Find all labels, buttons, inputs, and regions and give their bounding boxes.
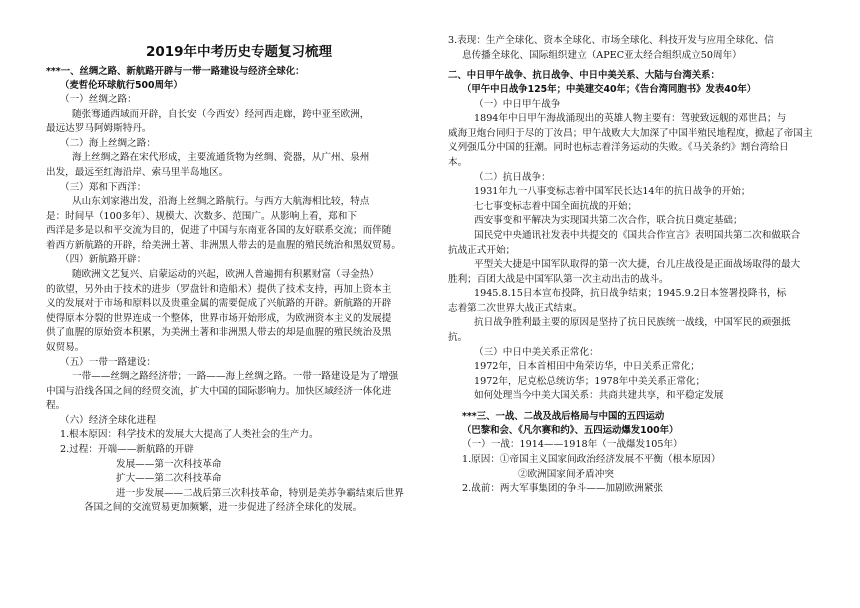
left-text-line: 使得原本分裂的世界连成一个整体，世界市场开始形成，为欧洲资本主义的发展提	[46, 312, 392, 324]
left-text-line: 奴贸易。	[46, 341, 85, 353]
left-text-line: 从山东刘家港出发，沿海上丝绸之路航行。与西方大航海相比较，特点	[72, 196, 370, 208]
right-text-line: 志着第二次世界大战正式结束。	[448, 302, 583, 314]
right-text-line: 威海卫炮台同归于尽的丁汝昌；甲午战败大大加深了中国半殖民地程度，掀起了帝国主	[448, 127, 813, 139]
right-text-line: 息传播全球化、国际组织建立（APEC亚太经合组织成立50周年）	[462, 49, 742, 61]
left-text-line: 一带——丝绸之路经济带；一路——海上丝绸之路。一带一路建设是为了增强	[72, 371, 399, 383]
right-text-line: 3.表现：生产全球化、资本全球化、市场全球化、科技开发与应用全球化、信	[448, 35, 774, 46]
right-text-line: 胜利；百团大战是中国军队第一次主动出击的战斗。	[448, 273, 669, 285]
left-text-line: 扩大——第二次科技革命	[116, 473, 222, 485]
right-text-line: 国民党中央通讯社发表中共提交的《国共合作宣言》表明国共第二次和做联合	[474, 229, 801, 241]
left-column	[46, 0, 432, 516]
right-text-line: 1972年，尼克松总统访华；1978年中美关系正常化；	[474, 375, 706, 387]
right-text-line: （甲午中日战争125年；中美建交40年；《告台湾同胞书》发表40年）	[462, 84, 757, 96]
right-text-line: （一）一战：1914——1918年（一战爆发105年）	[462, 439, 683, 451]
left-text-line: 最远达罗马阿姆斯特丹。	[46, 123, 152, 135]
left-text-line: 西洋是多是以和平交流为目的，促进了中国与东南亚各国的友好联系交流；而伴随	[46, 225, 392, 237]
left-text-line: （五）一带一路建设：	[60, 356, 156, 368]
right-text-line: （一）中日甲午战争	[474, 98, 561, 110]
left-text-line: （六）经济全球化进程	[60, 414, 156, 426]
left-text-line: 进一步发展——二战后第三次科技革命，特别是美苏争霸结束后世界	[116, 487, 404, 499]
left-text-line: 海上丝绸之路在宋代形成，主要流通货物为丝绸、瓷器，从广州、泉州	[72, 152, 370, 164]
left-text-line: 1.根本原因：科学技术的发展大大提高了人类社会的生产力。	[60, 429, 319, 441]
right-text-line: 西安事变和平解决为实现国共第二次合作，联合抗日奠定基础；	[474, 215, 743, 227]
left-text-line: （麦哲伦环球航行500周年）	[60, 79, 183, 91]
left-text-line: ***一、丝绸之路、新航路开辟与一带一路建设与经济全球化：	[46, 65, 305, 77]
right-text-line: （三）中日中美关系正常化：	[474, 346, 599, 358]
right-text-line: 1945.8.15日本宣布投降，抗日战争结束；1945.9.2日本签署投降书，标	[474, 288, 787, 300]
left-text-line: 义的发展对于市场和原料以及贵重金属的需要促成了兴航路的开辟。新航路的开辟	[46, 298, 392, 310]
right-text-line: 2.战前：两大军事集团的争斗——加剧欧洲紧张	[462, 483, 664, 495]
right-text-line: 1972年，日本首相田中角荣访华，中日关系正常化；	[474, 361, 700, 373]
right-text-line: （巴黎和会、《凡尔赛和约》、五四运动爆发100年）	[462, 425, 679, 437]
left-text-line: 随欧洲文艺复兴、启蒙运动的兴起，欧洲人普遍拥有积累财富（寻金热）	[72, 269, 379, 281]
right-text-line: 抗日战争胜利最主要的原因是坚持了抗日民族统一战线，中国军民的顽强抵	[474, 317, 791, 329]
right-text-line: 抗战正式开始；	[448, 244, 516, 256]
page-title: 2019年中考历史专题复习梳理	[145, 44, 333, 60]
left-text-line: 程。	[46, 400, 66, 412]
left-text-line: 的欲望，另外由于技术的进步（罗盘针和造船术）提供了技术支持，再加上资本主	[46, 283, 392, 295]
right-text-line: 如何处理当今中美大国关系：共商共建共享，和平稳定发展	[474, 390, 724, 402]
right-column	[448, 34, 836, 497]
left-text-line: 是：时间早（100多年）、规模大、次数多、范围广。从影响上看，郑和下	[46, 210, 357, 222]
left-text-block	[46, 65, 432, 516]
left-text-line: （二）海上丝绸之路：	[60, 137, 156, 149]
left-text-line: 出发，最远至红海沿岸、索马里半岛地区。	[46, 167, 229, 178]
left-text-line: （一）丝绸之路：	[60, 94, 137, 106]
right-text-line: 平型关大捷是中国军队取得的第一次大捷，台儿庄战役是正面战场取得的最大	[474, 259, 801, 271]
right-text-line: ***三、一战、二战及战后格局与中国的五四运动	[462, 410, 665, 422]
right-text-line: 七七事变标志着中国全面抗战的开始；	[474, 200, 638, 212]
left-text-line: （三）郑和下西洋：	[60, 181, 147, 193]
right-text-line: 抗。	[448, 332, 468, 343]
left-text-line: 中国与沿线各国之间的经贸交流，扩大中国的国际影响力。加快区域经济一体化进	[46, 385, 392, 397]
right-text-line: 1.原因：①帝国主义国家间政治经济发展不平衡（根本原因）	[462, 454, 721, 466]
right-text-line: 1931年九一八事变标志着中国军民长达14年的抗日战争的开始；	[474, 186, 751, 198]
right-text-line: 本。	[448, 157, 468, 169]
right-text-line: 义列强瓜分中国的狂潮。同时也标志着洋务运动的失败。《马关条约》割台湾给日	[448, 142, 789, 154]
right-text-line: （二）抗日战争：	[474, 171, 551, 183]
left-text-line: 随张骞通西域而开辟，自长安（今西安）经河西走廊，跨中亚至欧洲，	[72, 108, 370, 120]
right-text-block	[448, 34, 836, 497]
left-text-line: 供了血腥的原始资本积累，为美洲土著和非洲黑人带去的却是血腥的殖民统治及黑	[46, 327, 392, 339]
right-text-line: 二、中日甲午战争、抗日战争、中日中美关系、大陆与台湾关系：	[448, 70, 720, 82]
left-text-line: 2.过程：开端——新航路的开辟	[60, 443, 194, 455]
left-text-line: （四）新航路开辟：	[60, 254, 147, 266]
left-text-line: 着西方新航路的开辟，给美洲土著、非洲黑人带去的是血腥的殖民统治和黑奴贸易。	[46, 239, 401, 251]
left-text-line: 发展——第一次科技革命	[116, 458, 222, 470]
right-text-line: ②欧洲国家间矛盾冲突	[518, 468, 614, 480]
left-text-line: 各国之间的交流贸易更加频繁，进一步促进了经济全球化的发展。	[84, 502, 363, 514]
right-text-line: 1894年中日甲午海战涌现出的英雄人物主要有：驾驶致远舰的邓世昌；与	[474, 113, 787, 125]
